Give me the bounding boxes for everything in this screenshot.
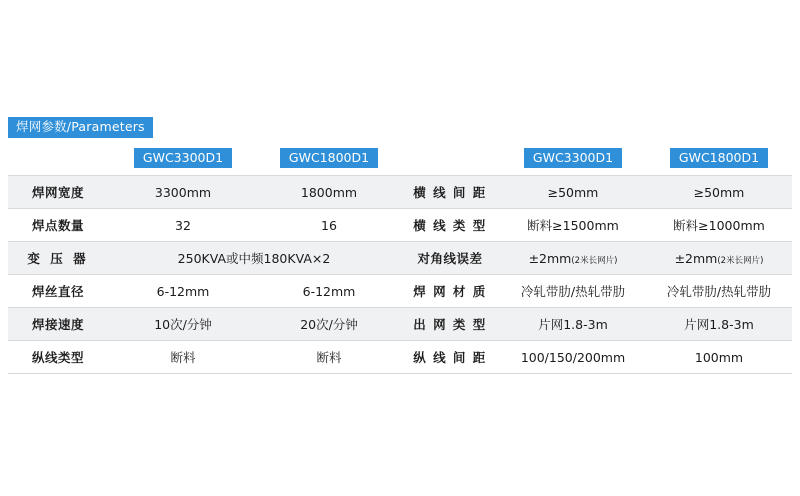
row-value-4: 100mm (646, 341, 792, 374)
row-value-2: 16 (258, 209, 400, 242)
header-model-4 (646, 141, 792, 176)
row-value-3: 100/150/200mm (500, 341, 646, 374)
row-value-4: ≥50mm (646, 176, 792, 209)
row-value-2: 20次/分钟 (258, 308, 400, 341)
row-value-4: 冷轧带肋/热轧带肋 (646, 275, 792, 308)
row-value-1: 32 (108, 209, 258, 242)
row-value-4-note: (2米长网片) (717, 255, 764, 266)
header-blank-left (8, 141, 108, 176)
row-value-1: 10次/分钟 (108, 308, 258, 341)
model-chip: GWC3300D1 (134, 148, 232, 168)
model-chip: GWC1800D1 (670, 148, 768, 168)
row-value-1: 断料 (108, 341, 258, 374)
row-label-right: 对角线误差 (400, 242, 500, 275)
row-value-1: 3300mm (108, 176, 258, 209)
section-title: 焊网参数/Parameters (8, 117, 153, 138)
row-value-1: 6-12mm (108, 275, 258, 308)
row-value-3: 片网1.8-3m (500, 308, 646, 341)
row-label-left: 焊丝直径 (8, 275, 108, 308)
row-label-right: 纵 线 间 距 (400, 341, 500, 374)
row-value-2: 断料 (258, 341, 400, 374)
parameters-table (8, 141, 792, 374)
row-label-left: 焊网宽度 (8, 176, 108, 209)
table-row (8, 176, 792, 209)
row-label-right: 出 网 类 型 (400, 308, 500, 341)
row-value-4 (646, 242, 792, 275)
row-value-3: 冷轧带肋/热轧带肋 (500, 275, 646, 308)
table-header-row (8, 141, 792, 176)
row-label-left: 焊接速度 (8, 308, 108, 341)
row-value-2: 1800mm (258, 176, 400, 209)
row-value-3: 断料≥1500mm (500, 209, 646, 242)
row-value-1: 250KVA或中频180KVA×2 (108, 242, 400, 275)
row-label-left: 焊点数量 (8, 209, 108, 242)
row-value-4: 片网1.8-3m (646, 308, 792, 341)
row-label-right: 横 线 类 型 (400, 209, 500, 242)
row-value-3-note: (2米长网片) (571, 255, 618, 266)
row-value-4: 断料≥1000mm (646, 209, 792, 242)
row-value-3-text: ±2mm (528, 250, 572, 266)
row-value-3 (500, 242, 646, 275)
row-value-4-text: ±2mm (674, 250, 718, 266)
row-label-left: 变 压 器 (8, 242, 108, 275)
table-row (8, 308, 792, 341)
row-label-right: 焊 网 材 质 (400, 275, 500, 308)
table-row (8, 341, 792, 374)
header-model-2 (258, 141, 400, 176)
table-row (8, 242, 792, 275)
row-label-left: 纵线类型 (8, 341, 108, 374)
model-chip: GWC3300D1 (524, 148, 622, 168)
row-value-3: ≥50mm (500, 176, 646, 209)
table-row (8, 209, 792, 242)
model-chip: GWC1800D1 (280, 148, 378, 168)
table-row (8, 275, 792, 308)
header-blank-mid (400, 141, 500, 176)
header-model-3 (500, 141, 646, 176)
header-model-1 (108, 141, 258, 176)
row-label-right: 横 线 间 距 (400, 176, 500, 209)
row-value-2: 6-12mm (258, 275, 400, 308)
